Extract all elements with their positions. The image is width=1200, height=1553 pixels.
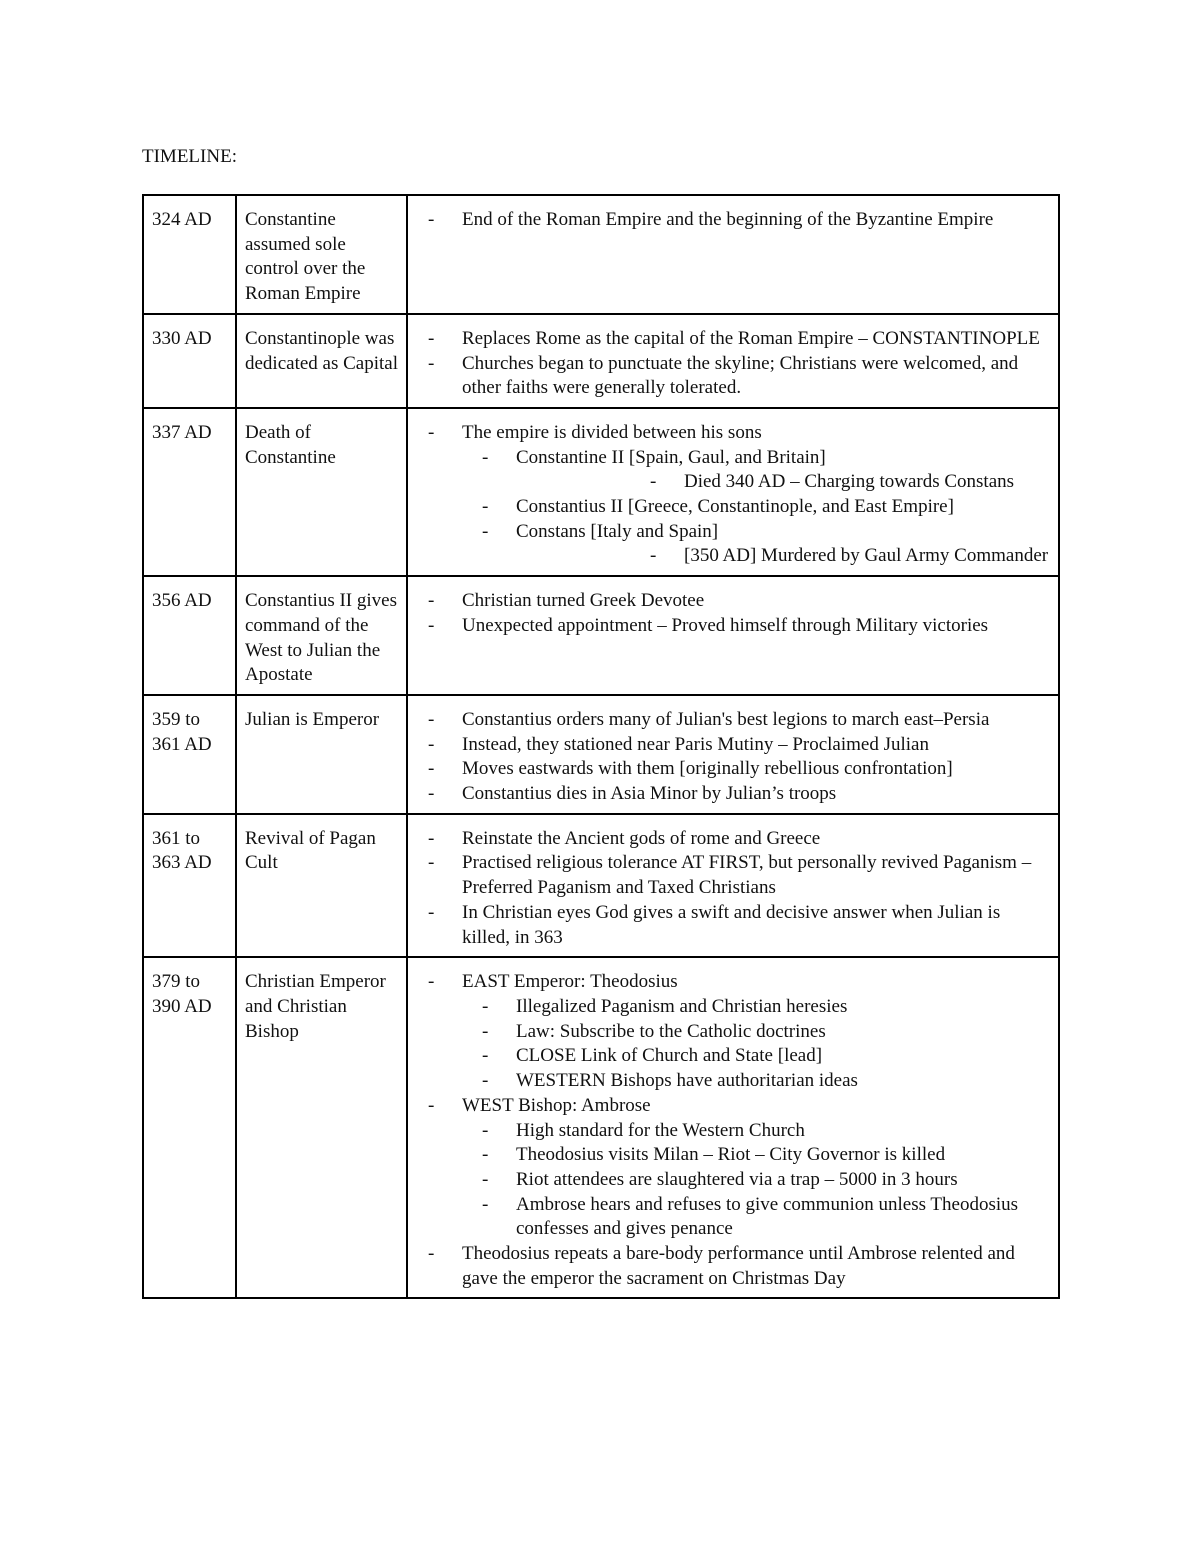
event-text: Constantius II gives command of the West to Julian the Apostate: [245, 590, 397, 686]
event-cell: [236, 408, 407, 576]
date-text: 361 to 363 AD: [152, 827, 212, 874]
note-text: WEST Bishop: Ambrose: [462, 1094, 651, 1116]
date-cell: [143, 195, 236, 314]
event-cell: [236, 314, 407, 408]
timeline-row: [143, 814, 1059, 958]
date-cell: [143, 957, 236, 1298]
date-text: 356 AD: [152, 590, 212, 612]
sub-notes-list: [462, 1119, 1050, 1243]
note-item: - Moves eastwards with them [originally rebellious confrontation]: [416, 757, 1050, 782]
event-cell: [236, 576, 407, 695]
sub-note-item: - Illegalized Paganism and Christian heresies: [462, 995, 1050, 1020]
sub-note-item: - Riot attendees are slaughtered via a trap – 5000 in 3 hours: [462, 1168, 1050, 1193]
sub-note-item: [462, 446, 1050, 495]
notes-list: [416, 327, 1050, 401]
sub-note-item: - High standard for the Western Church: [462, 1119, 1050, 1144]
date-text: 359 to 361 AD: [152, 708, 212, 755]
details-cell: [407, 408, 1059, 576]
sub-note-item: [462, 495, 1050, 520]
event-text: Constantine assumed sole control over the Roman Empire: [245, 209, 366, 305]
timeline-row: [143, 408, 1059, 576]
sub-sub-notes-list: [516, 544, 1050, 569]
document-title: TIMELINE:: [142, 146, 237, 167]
note-item: - Instead, they stationed near Paris Mutiny – Proclaimed Julian: [416, 733, 1050, 758]
sub-sub-note-item: - [350 AD] Murdered by Gaul Army Commander: [516, 544, 1050, 569]
notes-list: [416, 970, 1050, 1291]
note-item: - End of the Roman Empire and the beginning of the Byzantine Empire: [416, 208, 1050, 233]
note-item: - In Christian eyes God gives a swift and decisive answer when Julian is killed, in 363: [416, 901, 1050, 950]
note-item: - Replaces Rome as the capital of the Roman Empire – CONSTANTINOPLE: [416, 327, 1050, 352]
sub-note-item: [462, 520, 1050, 569]
sub-note-text: Constantine II [Spain, Gaul, and Britain]: [516, 446, 826, 468]
date-text: 337 AD: [152, 421, 212, 443]
event-text: Revival of Pagan Cult: [245, 827, 376, 874]
event-text: Julian is Emperor: [245, 708, 380, 730]
sub-note-item: - Theodosius visits Milan – Riot – City Governor is killed: [462, 1143, 1050, 1168]
date-text: 330 AD: [152, 327, 212, 349]
event-cell: [236, 195, 407, 314]
details-cell: [407, 576, 1059, 695]
event-text: Constantinople was dedicated as Capital: [245, 327, 398, 374]
event-cell: [236, 957, 407, 1298]
timeline-body: [143, 195, 1059, 1298]
sub-notes-list: [462, 995, 1050, 1094]
note-item: - Constantius dies in Asia Minor by Julian’s troops: [416, 782, 1050, 807]
note-item: - Christian turned Greek Devotee: [416, 589, 1050, 614]
sub-note-text: Constans [Italy and Spain]: [516, 520, 719, 542]
timeline-table: [142, 194, 1060, 1299]
timeline-row: [143, 195, 1059, 314]
timeline-row: [143, 957, 1059, 1298]
date-text: 379 to 390 AD: [152, 971, 212, 1017]
timeline-row: [143, 576, 1059, 695]
notes-list: [416, 421, 1050, 569]
details-cell: [407, 695, 1059, 814]
sub-note-item: - Ambrose hears and refuses to give communion unless Theodosius confesses and gives penance: [462, 1193, 1050, 1242]
sub-notes-list: [462, 446, 1050, 570]
note-item: - Practised religious tolerance AT FIRST, but personally revived Paganism – Preferred Paganism and Taxed Christians: [416, 851, 1050, 900]
details-cell: [407, 957, 1059, 1298]
note-item: - Churches began to punctuate the skyline; Christians were welcomed, and other faiths were generally tolerated.: [416, 352, 1050, 401]
sub-note-item: - Law: Subscribe to the Catholic doctrines: [462, 1020, 1050, 1045]
sub-note-text: Constantius II [Greece, Constantinople, and East Empire]: [516, 496, 954, 518]
note-item: [416, 421, 1050, 569]
note-item: - Constantius orders many of Julian's best legions to march east–Persia: [416, 708, 1050, 733]
notes-list: [416, 708, 1050, 807]
timeline-row: [143, 695, 1059, 814]
notes-list: [416, 589, 1050, 638]
event-text: Christian Emperor and Christian Bishop: [245, 971, 386, 1042]
note-item: - Theodosius repeats a bare-body performance until Ambrose relented and gave the emperor the sacrament on Christmas Day: [416, 1242, 1050, 1291]
sub-sub-note-item: - Died 340 AD – Charging towards Constans: [516, 470, 1050, 495]
details-cell: [407, 314, 1059, 408]
event-cell: [236, 695, 407, 814]
sub-note-item: - CLOSE Link of Church and State [lead]: [462, 1044, 1050, 1069]
event-cell: [236, 814, 407, 958]
date-cell: [143, 576, 236, 695]
note-item: - Unexpected appointment – Proved himself through Military victories: [416, 614, 1050, 639]
notes-list: [416, 208, 1050, 233]
timeline-row: [143, 314, 1059, 408]
details-cell: [407, 195, 1059, 314]
note-item: - Reinstate the Ancient gods of rome and Greece: [416, 827, 1050, 852]
sub-sub-notes-list: [516, 470, 1050, 495]
note-item: [416, 970, 1050, 1094]
date-text: 324 AD: [152, 209, 212, 230]
note-item: [416, 1094, 1050, 1242]
event-text: Death of Constantine: [245, 421, 336, 468]
details-cell: [407, 814, 1059, 958]
notes-list: [416, 827, 1050, 951]
sub-note-item: - WESTERN Bishops have authoritarian ideas: [462, 1069, 1050, 1094]
date-cell: [143, 314, 236, 408]
date-cell: [143, 814, 236, 958]
note-text: The empire is divided between his sons: [462, 421, 762, 443]
note-text: EAST Emperor: Theodosius: [462, 971, 678, 993]
date-cell: [143, 695, 236, 814]
date-cell: [143, 408, 236, 576]
